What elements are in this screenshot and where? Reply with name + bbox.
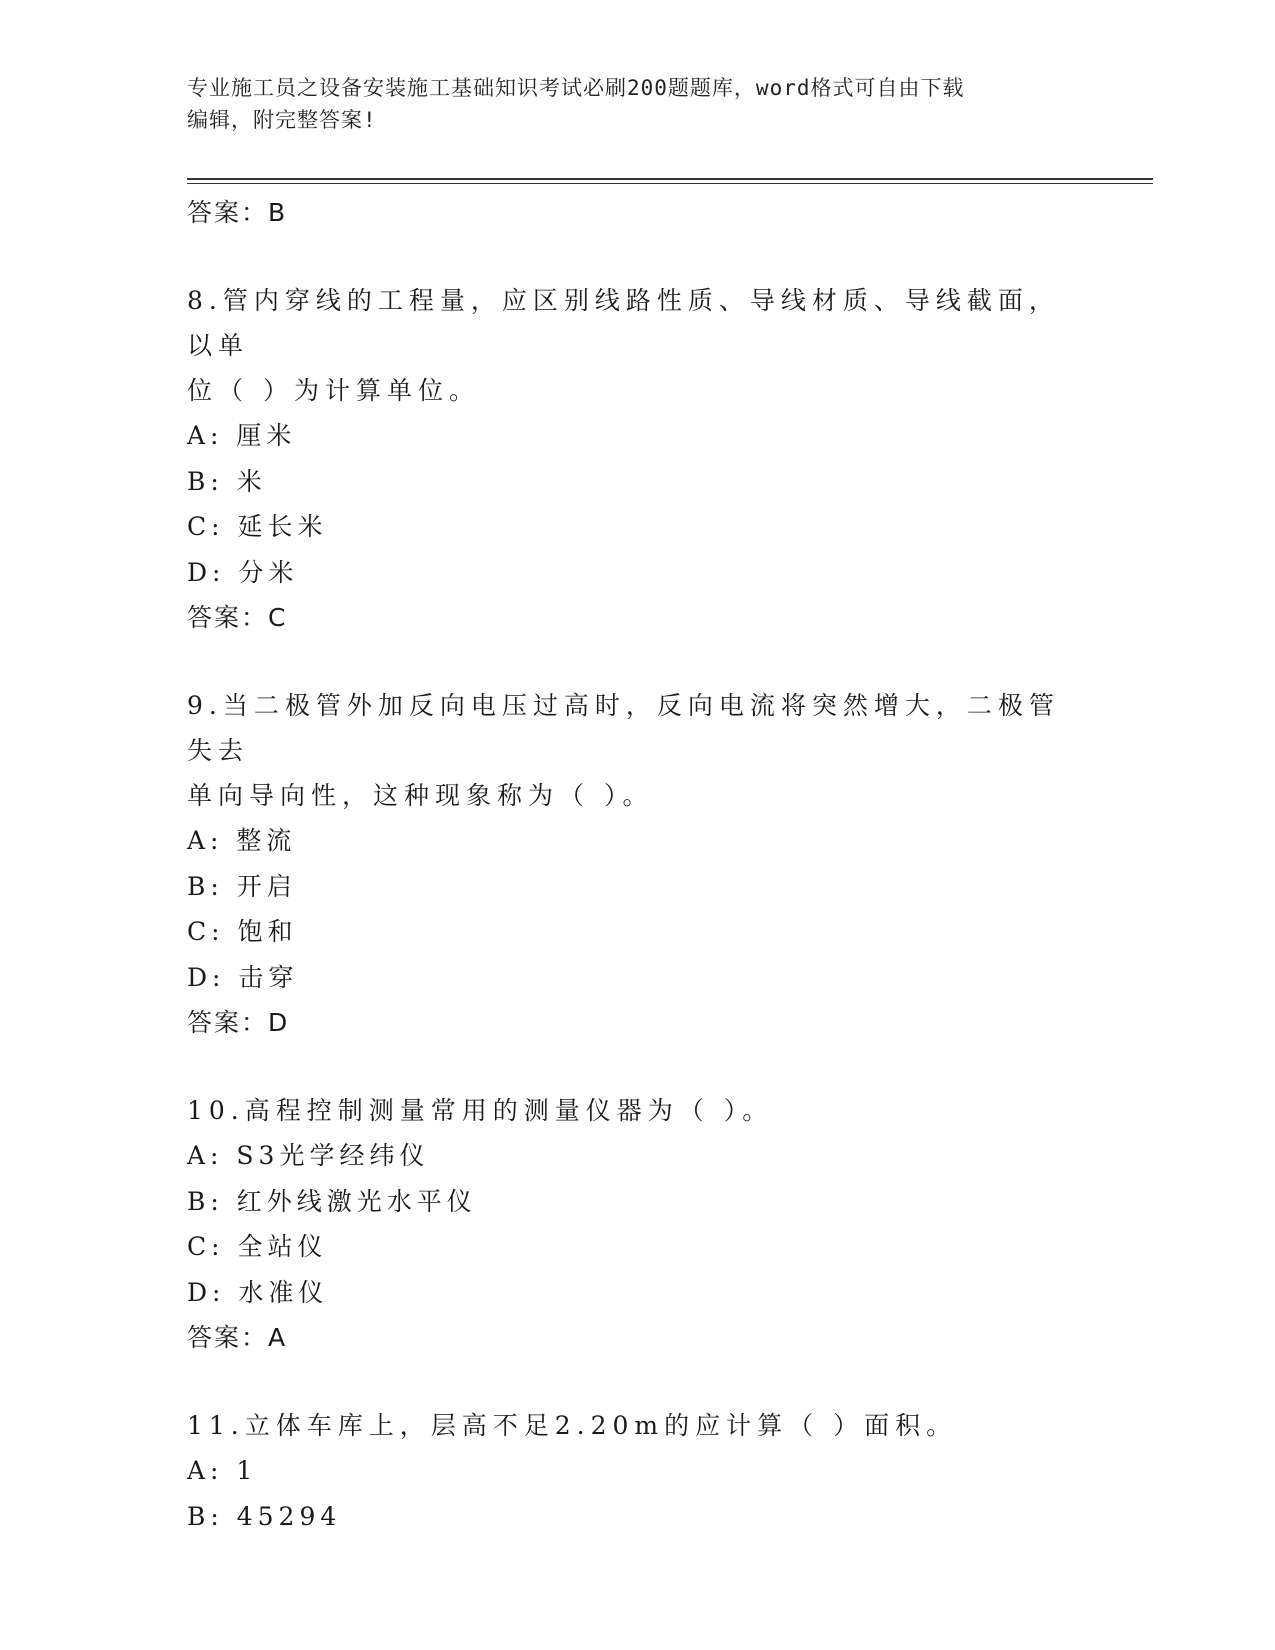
- option-a: A: 1: [187, 1456, 258, 1485]
- question-11: [187, 1403, 1087, 1539]
- header-title-line-2: 编辑，附完整答案!: [187, 108, 377, 132]
- option-d: D: 击穿: [187, 962, 299, 992]
- option-b: B: 米: [187, 466, 267, 496]
- option-d: D: 分米: [187, 557, 299, 587]
- option-d: D: 水准仪: [187, 1277, 329, 1307]
- answer: 答案：A: [187, 1323, 288, 1352]
- question-stem: [187, 278, 1087, 413]
- question-stem-line-1: 10.高程控制测量常用的测量仪器为（ ）。: [187, 1096, 774, 1125]
- document-body: [187, 190, 1087, 1539]
- option-b: B: 开启: [187, 871, 297, 901]
- question-stem: [187, 1088, 1087, 1133]
- answer-q7: 答案：B: [187, 198, 288, 227]
- question-stem: [187, 1403, 1087, 1448]
- option-a: A: 整流: [187, 826, 297, 855]
- option-b: B: 45294: [187, 1501, 342, 1531]
- header-divider-thick: [187, 178, 1153, 180]
- document-header: [187, 72, 1067, 136]
- question-stem-line-1: 9.当二极管外加反向电压过高时，反向电流将突然增大，二极管失去: [187, 691, 1060, 765]
- option-b: B: 红外线激光水平仪: [187, 1186, 477, 1216]
- question-10: [187, 1088, 1087, 1361]
- question-stem-line-1: 8.管内穿线的工程量，应区别线路性质、导线材质、导线截面，以单: [187, 286, 1060, 360]
- header-title-line-1: 专业施工员之设备安装施工基础知识考试必刷200题题库，word格式可自由下载: [187, 76, 965, 100]
- option-c: C: 全站仪: [187, 1232, 328, 1261]
- option-a: A: 厘米: [187, 421, 297, 450]
- question-9: [187, 683, 1087, 1046]
- answer: 答案：C: [187, 603, 288, 632]
- question-stem-line-1: 11.立体车库上，层高不足2.20m的应计算（ ）面积。: [187, 1411, 958, 1440]
- question-stem: [187, 683, 1087, 818]
- header-divider-thin: [187, 183, 1153, 184]
- option-c: C: 饱和: [187, 917, 298, 946]
- question-8: [187, 278, 1087, 641]
- question-stem-line-2: 位（ ）为计算单位。: [187, 376, 480, 405]
- option-a: A: S3光学经纬仪: [187, 1141, 430, 1170]
- answer: 答案：D: [187, 1008, 290, 1037]
- option-c: C: 延长米: [187, 512, 328, 541]
- question-stem-line-2: 单向导向性，这种现象称为（ ）。: [187, 781, 654, 810]
